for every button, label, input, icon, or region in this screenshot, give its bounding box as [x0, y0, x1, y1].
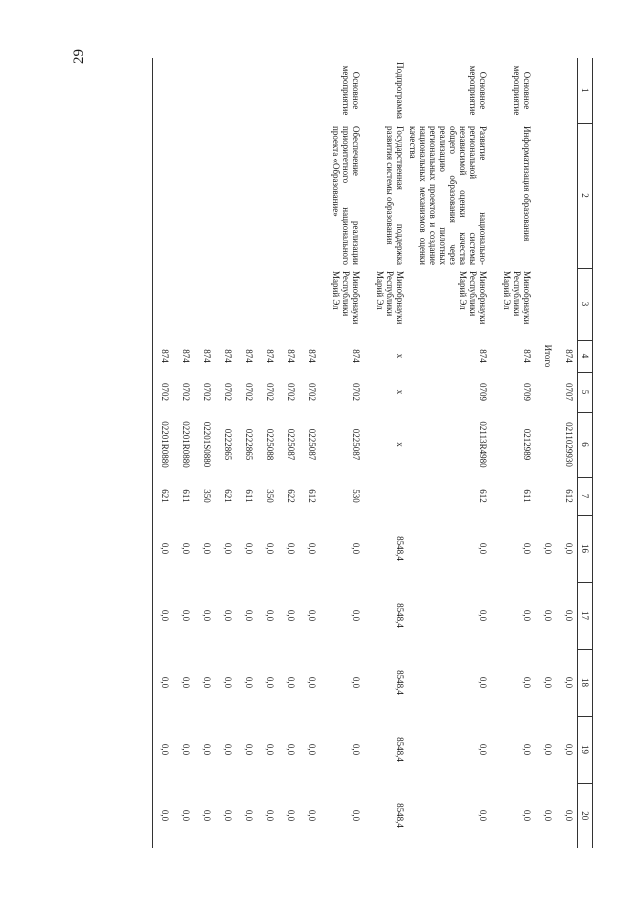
col-7-expense-type: 621: [153, 477, 174, 515]
col-20-value: 0,0: [223, 809, 234, 822]
col-18-value: 0,0: [181, 676, 192, 689]
col-20-value: 8548,4: [395, 803, 406, 828]
col-7-expense-type: 611: [244, 489, 255, 503]
page-number: 29: [71, 49, 87, 64]
col-17-value: 0,0: [223, 609, 234, 622]
col-4-grbs: 874: [223, 349, 234, 363]
col-16-value: 0,0: [307, 542, 318, 555]
col-5-section: 0702: [244, 383, 255, 401]
table-row: [557, 58, 578, 848]
col-6-target-article: 0225087: [351, 428, 362, 461]
col-3-executor: [195, 268, 216, 340]
col-19-value: 0,0: [153, 716, 174, 783]
table-row: [195, 58, 216, 848]
col-18-value: 0,0: [564, 676, 574, 689]
col-19-value: 0,0: [223, 743, 234, 756]
col-5-section: 0702: [307, 383, 318, 401]
col-16-value: 0,0: [223, 542, 234, 555]
col-5-section: x: [395, 389, 406, 395]
col-18-value: 0,0: [286, 676, 297, 689]
col-1-type: Основное мероприятие: [468, 65, 489, 116]
column-number-17: 17: [578, 582, 593, 649]
col-19-value: 0,0: [351, 743, 362, 756]
table-row: [300, 58, 321, 848]
col-7-expense-type: 530: [351, 489, 362, 503]
col-7-expense-type: 350: [202, 489, 213, 503]
col-3-executor: Минобрнауки Республики Марий Эл: [502, 271, 533, 325]
table-header-row: [578, 58, 593, 848]
col-4-grbs: 874: [564, 349, 574, 363]
col-5-section: 0707: [564, 383, 574, 401]
col-20-value: 0,0: [564, 809, 574, 822]
col-16-value: 0,0: [564, 542, 574, 555]
col-6-target-article: 0211029930: [564, 422, 574, 467]
table-row: [174, 58, 195, 848]
col-5-section: 0709: [478, 383, 489, 401]
col-5-section: [536, 372, 557, 412]
col-16-value: 0,0: [153, 515, 174, 582]
col-4-grbs: 874: [478, 349, 489, 363]
col-19-value: 8548,4: [395, 737, 406, 762]
col-1-type: Основное мероприятие: [341, 65, 362, 116]
col-2-name: Обеспечение реализации приоритетного национального проекта «Образование»: [331, 126, 362, 265]
col-17-value: 0,0: [244, 609, 255, 622]
col-3-executor: [536, 268, 557, 340]
col-7-expense-type: 612: [478, 489, 489, 503]
table-row: [365, 58, 409, 848]
col-17-value: 0,0: [478, 609, 489, 622]
col-6-target-article: x: [395, 442, 406, 447]
col-17-value: 0,0: [351, 609, 362, 622]
col-2-name: [174, 123, 195, 268]
col-4-grbs: 874: [522, 349, 533, 363]
col-4-grbs: x: [395, 353, 406, 359]
col-7-expense-type: 350: [265, 489, 276, 503]
col-20-value: 0,0: [244, 809, 255, 822]
col-3-executor: [174, 268, 195, 340]
col-17-value: 0,0: [153, 582, 174, 649]
column-number-2: 2: [578, 123, 593, 268]
col-18-value: 0,0: [153, 649, 174, 716]
col-20-value: 0,0: [286, 809, 297, 822]
column-number-7: 7: [578, 477, 593, 515]
col-5-section: 0709: [522, 383, 533, 401]
col-16-value: 0,0: [351, 542, 362, 555]
column-number-18: 18: [578, 649, 593, 716]
col-6-target-article: 0212989: [522, 428, 533, 461]
col-4-grbs: 874: [265, 349, 276, 363]
col-16-value: 8548,4: [395, 536, 406, 561]
table-row: [279, 58, 300, 848]
col-4-grbs: 874: [351, 349, 362, 363]
col-5-section: 0702: [153, 372, 174, 412]
col-3-executor: [237, 268, 258, 340]
col-2-name: [536, 123, 557, 268]
col-18-value: 0,0: [478, 676, 489, 689]
col-20-value: 0,0: [522, 809, 533, 822]
col-3-executor: Минобрнауки Республики Марий Эл: [331, 271, 362, 325]
table-row: [492, 58, 536, 848]
col-16-value: 0,0: [543, 542, 554, 555]
table-row: [237, 58, 258, 848]
table-row: [409, 58, 492, 848]
col-3-executor: [153, 268, 174, 340]
col-16-value: 0,0: [265, 542, 276, 555]
col-17-value: 0,0: [564, 609, 574, 622]
col-17-value: 0,0: [522, 609, 533, 622]
col-19-value: 0,0: [307, 743, 318, 756]
col-20-value: 0,0: [265, 809, 276, 822]
col-18-value: 0,0: [265, 676, 276, 689]
col-2-name: Информатизация образования: [522, 126, 533, 242]
column-number-6: 6: [578, 412, 593, 477]
col-4-grbs: 874: [153, 340, 174, 372]
col-1-type: Подпрограмма: [395, 62, 406, 119]
table-row: [258, 58, 279, 848]
col-19-value: 0,0: [244, 743, 255, 756]
table-row: [216, 58, 237, 848]
column-number-20: 20: [578, 783, 593, 848]
col-2-name: [279, 123, 300, 268]
col-18-value: 0,0: [307, 676, 318, 689]
table-row: [153, 58, 174, 848]
col-7-expense-type: [536, 477, 557, 515]
col-3-executor: Минобрнауки Республики Марий Эл: [458, 271, 489, 325]
col-1-type: [300, 58, 321, 123]
col-5-section: 0702: [351, 383, 362, 401]
col-19-value: 0,0: [286, 743, 297, 756]
column-number-5: 5: [578, 372, 593, 412]
col-17-value: 0,0: [286, 609, 297, 622]
col-3-executor: [258, 268, 279, 340]
col-2-name: [216, 123, 237, 268]
col-4-grbs: Итого: [543, 344, 554, 368]
col-1-type: [195, 58, 216, 123]
col-2-name: Государственная поддержка развития системы образования: [385, 126, 406, 265]
col-1-type: [216, 58, 237, 123]
col-3-executor: [216, 268, 237, 340]
col-4-grbs: 874: [244, 349, 255, 363]
col-19-value: 0,0: [181, 743, 192, 756]
col-19-value: 0,0: [478, 743, 489, 756]
col-6-target-article: 02201S0880: [202, 421, 213, 468]
col-19-value: 0,0: [265, 743, 276, 756]
col-17-value: 0,0: [181, 609, 192, 622]
col-18-value: 0,0: [223, 676, 234, 689]
col-3-executor: Минобрнауки Республики Марий Эл: [375, 271, 406, 325]
col-17-value: 0,0: [202, 609, 213, 622]
col-6-target-article: 0225087: [286, 428, 297, 461]
col-20-value: 0,0: [181, 809, 192, 822]
col-6-target-article: [536, 412, 557, 477]
col-1-type: [557, 58, 578, 123]
col-7-expense-type: 621: [223, 489, 234, 503]
col-5-section: 0702: [223, 383, 234, 401]
col-4-grbs: 874: [286, 349, 297, 363]
col-19-value: 0,0: [543, 743, 554, 756]
col-20-value: 0,0: [202, 809, 213, 822]
col-5-section: 0702: [202, 383, 213, 401]
col-7-expense-type: [365, 477, 409, 515]
col-2-name: [557, 123, 578, 268]
col-2-name: Развитие национально-региональной системы независимой оценки качества общего образования через реализацию пилотных региональных проектов и создание национальных механизмов оценки качества: [408, 126, 489, 265]
col-6-target-article: 02113R4980: [478, 421, 489, 468]
col-20-value: 0,0: [307, 809, 318, 822]
col-1-type: [237, 58, 258, 123]
col-16-value: 0,0: [181, 542, 192, 555]
col-19-value: 0,0: [522, 743, 533, 756]
col-3-executor: [557, 268, 578, 340]
col-1-type: [536, 58, 557, 123]
col-16-value: 0,0: [286, 542, 297, 555]
col-5-section: 0702: [265, 383, 276, 401]
budget-table-sheet: [103, 58, 593, 848]
col-1-type: [279, 58, 300, 123]
column-number-3: 3: [578, 268, 593, 340]
col-7-expense-type: 622: [286, 489, 297, 503]
col-16-value: 0,0: [244, 542, 255, 555]
col-17-value: 0,0: [543, 609, 554, 622]
col-2-name: [153, 123, 174, 268]
col-18-value: 0,0: [244, 676, 255, 689]
column-number-16: 16: [578, 515, 593, 582]
col-17-value: 8548,4: [395, 603, 406, 628]
col-18-value: 0,0: [351, 676, 362, 689]
col-3-executor: [279, 268, 300, 340]
col-20-value: 0,0: [153, 783, 174, 848]
col-1-type: [258, 58, 279, 123]
col-2-name: [237, 123, 258, 268]
col-16-value: 0,0: [522, 542, 533, 555]
col-18-value: 0,0: [543, 676, 554, 689]
col-6-target-article: 0222865: [223, 428, 234, 461]
col-19-value: 0,0: [202, 743, 213, 756]
col-6-target-article: 02201R0880: [181, 421, 192, 468]
col-18-value: 8548,4: [395, 670, 406, 695]
col-7-expense-type: 611: [181, 489, 192, 503]
col-16-value: 0,0: [202, 542, 213, 555]
col-6-target-article: 0225087: [307, 428, 318, 461]
col-2-name: [300, 123, 321, 268]
col-2-name: [195, 123, 216, 268]
col-17-value: 0,0: [307, 609, 318, 622]
col-4-grbs: 874: [202, 349, 213, 363]
col-2-name: [258, 123, 279, 268]
col-18-value: 0,0: [202, 676, 213, 689]
col-1-type: [153, 58, 174, 123]
column-number-4: 4: [578, 340, 593, 372]
table-row: [536, 58, 557, 848]
col-3-executor: [300, 268, 321, 340]
col-20-value: 0,0: [543, 809, 554, 822]
col-19-value: 0,0: [564, 743, 574, 756]
table-row: [321, 58, 365, 848]
col-20-value: 0,0: [351, 809, 362, 822]
column-number-1: 1: [578, 58, 593, 123]
col-20-value: 0,0: [478, 809, 489, 822]
col-6-target-article: 02201R0880: [153, 412, 174, 477]
col-7-expense-type: 611: [522, 489, 533, 503]
col-16-value: 0,0: [478, 542, 489, 555]
col-5-section: 0702: [181, 383, 192, 401]
col-5-section: 0702: [286, 383, 297, 401]
column-number-19: 19: [578, 716, 593, 783]
col-6-target-article: 0222865: [244, 428, 255, 461]
col-7-expense-type: 612: [307, 489, 318, 503]
col-4-grbs: 874: [307, 349, 318, 363]
col-17-value: 0,0: [265, 609, 276, 622]
col-1-type: Основное мероприятие: [512, 65, 533, 116]
col-4-grbs: 874: [181, 349, 192, 363]
col-1-type: [174, 58, 195, 123]
budget-table: [152, 58, 593, 848]
col-7-expense-type: 612: [564, 489, 574, 503]
col-18-value: 0,0: [522, 676, 533, 689]
col-6-target-article: 0225088: [265, 428, 276, 461]
